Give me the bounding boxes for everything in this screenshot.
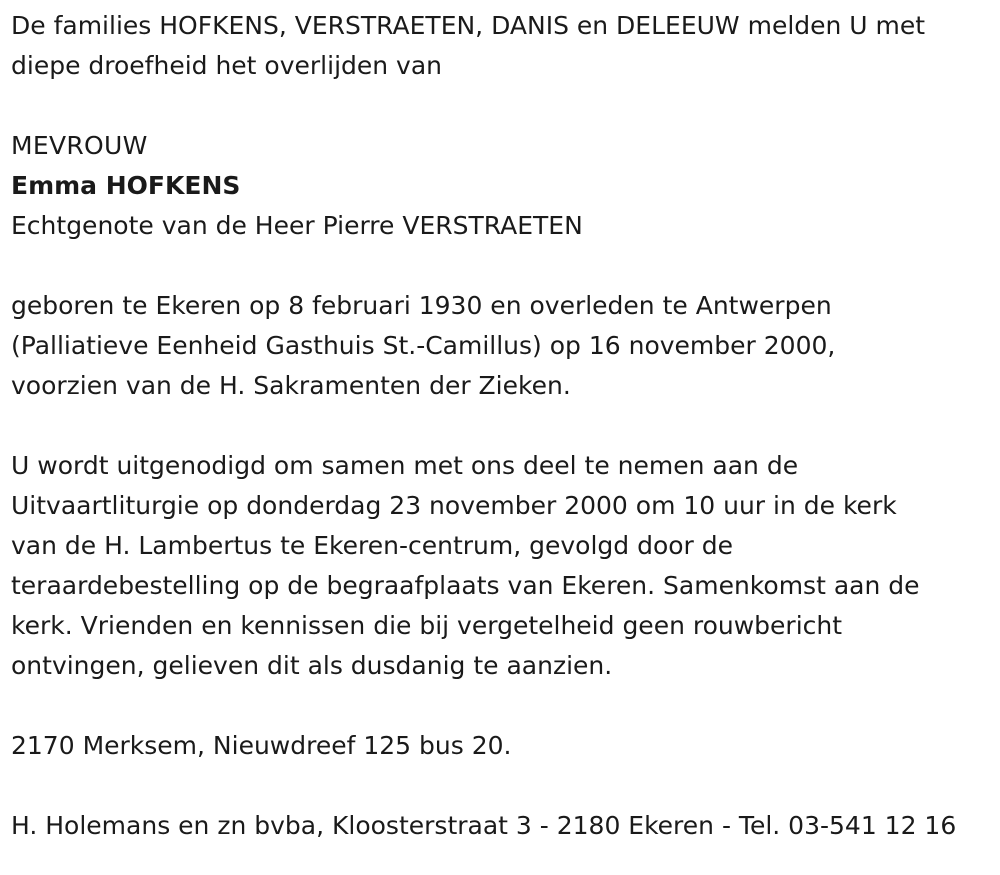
intro-line-2: diepe droefheid het overlijden van (11, 51, 443, 80)
funeral-line: Uitvaartliturgie op donderdag 23 november 2000 om 10 uur in de kerk (11, 491, 897, 520)
deceased-title: MEVROUW (11, 131, 148, 160)
birth-death-line: voorzien van de H. Sakramenten der Zieken. (11, 371, 571, 400)
funeral-line: ontvingen, gelieven dit als dusdanig te aanzien. (11, 651, 613, 680)
birth-death-line: geboren te Ekeren op 8 februari 1930 en overleden te Antwerpen (11, 291, 832, 320)
birth-death-paragraph (11, 286, 996, 406)
spacer (11, 86, 996, 126)
funeral-line: U wordt uitgenodigd om samen met ons deel te nemen aan de (11, 451, 799, 480)
spacer (11, 246, 996, 286)
birth-death-line: (Palliatieve Eenheid Gasthuis St.-Camillus) op 16 november 2000, (11, 331, 836, 360)
spacer (11, 686, 996, 726)
funeral-line: teraardebestelling op de begraafplaats van Ekeren. Samenkomst aan de (11, 571, 920, 600)
spouse-line: Echtgenote van de Heer Pierre VERSTRAETEN (11, 211, 583, 240)
intro-line-1: De families HOFKENS, VERSTRAETEN, DANIS en DELEEUW melden U met (11, 11, 926, 40)
deceased-name: Emma HOFKENS (11, 171, 241, 200)
funeral-paragraph (11, 446, 996, 686)
spacer (11, 406, 996, 446)
undertaker-info: H. Holemans en zn bvba, Kloosterstraat 3 - 2180 Ekeren - Tel. 03-541 12 16 (11, 811, 957, 840)
family-address: 2170 Merksem, Nieuwdreef 125 bus 20. (11, 731, 512, 760)
spacer (11, 766, 996, 806)
funeral-line: kerk. Vrienden en kennissen die bij vergetelheid geen rouwbericht (11, 611, 843, 640)
funeral-line: van de H. Lambertus te Ekeren-centrum, gevolgd door de (11, 531, 734, 560)
